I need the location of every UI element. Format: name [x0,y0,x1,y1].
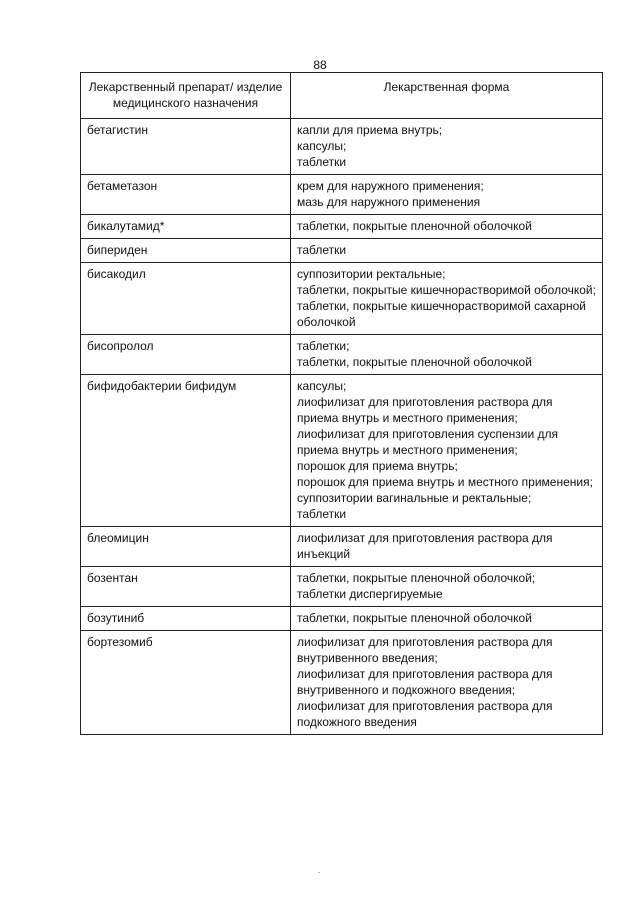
page-number: 88 [313,58,327,72]
table-row [81,239,603,263]
dosage-form-item: лиофилизат для приготовления раствора для внутривенного введения; [297,635,553,665]
dosage-form-cell [291,631,603,735]
dosage-form-item: таблетки [297,243,347,257]
dosage-form-cell [291,175,603,215]
dosage-form-item: мазь для наружного применения [297,195,481,209]
dosage-form-cell [291,239,603,263]
dosage-form-item: таблетки, покрытые кишечнорастворимой оболочкой; [297,283,596,297]
table-body [81,119,603,735]
table-row [81,631,603,735]
drug-name-cell: бортезомиб [81,631,291,735]
table-row [81,567,603,607]
table-row [81,335,603,375]
dosage-form-item: таблетки, покрытые пленочной оболочкой; [297,571,536,585]
dosage-form-cell [291,567,603,607]
dosage-form-cell [291,263,603,335]
drug-name-cell: бисакодил [81,263,291,335]
dosage-form-item: лиофилизат для приготовления раствора для внутривенного и подкожного введения; [297,667,553,697]
dosage-form-cell [291,375,603,527]
dosage-form-item: таблетки, покрытые пленочной оболочкой [297,219,532,233]
dosage-form-item: таблетки, покрытые пленочной оболочкой [297,611,532,625]
dosage-form-item: таблетки, покрытые пленочной оболочкой [297,355,532,369]
dosage-form-cell [291,119,603,175]
dosage-form-item: таблетки, покрытые кишечнорастворимой сахарной оболочкой [297,299,587,329]
drug-name-cell: бозентан [81,567,291,607]
dosage-form-cell [291,607,603,631]
dosage-form-item: крем для наружного применения; [297,179,484,193]
dosage-form-item: порошок для приема внутрь; [297,459,458,473]
table-row [81,215,603,239]
drug-forms-table [80,72,603,735]
drug-name-cell: бипериден [81,239,291,263]
dosage-form-item: таблетки диспергируемые [297,587,443,601]
drug-name-cell: бикалутамид* [81,215,291,239]
dosage-form-item: лиофилизат для приготовления раствора для инъекций [297,531,553,561]
dosage-form-item: капсулы; [297,379,347,393]
dosage-form-item: порошок для приема внутрь и местного применения; [297,475,593,489]
table-row [81,375,603,527]
drug-name-cell: бисопролол [81,335,291,375]
drug-name-cell: бетаметазон [81,175,291,215]
table-row [81,119,603,175]
header-dosage-form: Лекарственная форма [291,73,603,119]
dosage-form-item: лиофилизат для приготовления раствора для подкожного введения [297,699,553,729]
dosage-form-item: суппозитории ректальные; [297,267,446,281]
table-row [81,527,603,567]
dosage-form-item: таблетки; [297,339,350,353]
dosage-form-item: капли для приема внутрь; [297,123,443,137]
dosage-form-item: лиофилизат для приготовления суспензии для приема внутрь и местного применения; [297,427,559,457]
dosage-form-item: лиофилизат для приготовления раствора для приема внутрь и местного применения; [297,395,553,425]
dosage-form-item: таблетки [297,155,347,169]
drug-name-cell: бозутиниб [81,607,291,631]
dosage-form-item: суппозитории вагинальные и ректальные; [297,491,532,505]
table-row [81,607,603,631]
drug-name-cell: блеомицин [81,527,291,567]
table-row [81,263,603,335]
drug-name-cell: бетагистин [81,119,291,175]
drug-name-cell: бифидобактерии бифидум [81,375,291,527]
table-row [81,175,603,215]
dosage-form-cell [291,215,603,239]
dosage-form-cell [291,335,603,375]
dosage-form-cell [291,527,603,567]
dosage-form-item: таблетки [297,507,347,521]
dosage-form-item: капсулы; [297,139,347,153]
header-drug-name: Лекарственный препарат/ изделие медицинского назначения [81,73,291,119]
page-speck [318,872,320,873]
table-header-row [81,73,603,119]
